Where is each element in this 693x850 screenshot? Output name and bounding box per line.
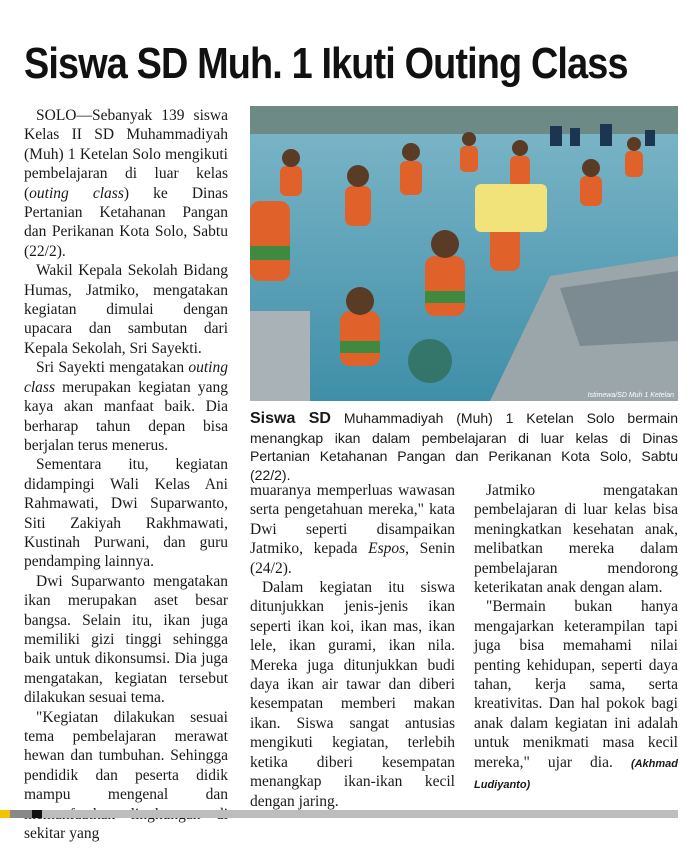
footer-accent-black <box>32 810 42 818</box>
paragraph: Jatmiko mengatakan pembelajaran di luar kelas bisa meningkatkan kesehatan anak, melibatkan mereka dalam pembelajaran mendorong keterikatan anak dengan alam. <box>474 482 678 597</box>
footer-rule <box>42 810 678 818</box>
paragraph: SOLO—Sebanyak 139 siswa Kelas II SD Muhammadiyah (Muh) 1 Ketelan Solo mengikuti pembelajaran di luar kelas (outing class) ke Dinas Pertanian Ketahanan Pangan dan Perikanan Kota Solo, Sabtu (22/2). <box>24 107 228 260</box>
paragraph: Sri Sayekti mengatakan outing class merupakan kegiatan yang kaya akan manfaat baik. Dia berharap tahun depan bisa berjalan terus menerus. <box>24 359 228 454</box>
paragraph: "Bermain bukan hanya mengajarkan keterampilan tapi juga bisa memahami nilai penting kehidupan, seperti daya tahan, kerja sama, serta kreativitas. Dan hal pokok bagi anak dalam kegiatan ini adalah untuk menikmati masa kecil mereka," ujar dia. (Akhmad Ludiyanto) <box>474 598 679 792</box>
paragraph: Wakil Kepala Sekolah Bidang Humas, Jatmiko, mengatakan kegiatan dimulai dengan upacara dan sambutan dari Kepala Sekolah, Sri Sayekti. <box>24 262 228 357</box>
paragraph: muaranya memperluas wawasan serta pengetahuan mereka," kata Dwi seperti disampaikan Jatmiko, kepada Espos, Senin (24/2). <box>250 482 455 577</box>
photo-credit: Istimewa/SD Muh 1 Ketelan <box>587 392 674 399</box>
article-column-2 <box>250 481 455 811</box>
paragraph: Sementara itu, kegiatan didampingi Wali Kelas Ani Rahmawati, Dwi Suparwanto, Siti Zakiyah Rakhmawati, Kustinah Purwani, dan guru pendamping lainnya. <box>24 456 228 571</box>
footer-accent-gray <box>10 810 32 818</box>
article-headline: Siswa SD Muh. 1 Ikuti Outing Class <box>24 39 628 88</box>
footer-accent-yellow <box>0 810 10 818</box>
photo-caption <box>250 409 678 484</box>
article-photo <box>250 106 678 401</box>
caption-text: Muhammadiyah (Muh) 1 Ketelan Solo bermain menangkap ikan dalam pembelajaran di luar kelas di Dinas Pertanian Ketahanan Pangan dan Perikanan Kota Solo, Sabtu (22/2). <box>250 410 679 483</box>
author-byline: (Akhmad Ludiyanto) <box>474 757 679 792</box>
caption-lead: Siswa SD <box>250 410 331 427</box>
article-column-1 <box>24 106 228 843</box>
paragraph: Dwi Suparwanto mengatakan ikan merupakan aset besar bangsa. Selain itu, ikan juga memiliki gizi tinggi sehingga baik untuk dikonsumsi. Dia juga mengatakan, kegiatan tersebut dilakukan sesuai tema. <box>24 572 228 707</box>
paragraph: Dalam kegiatan itu siswa ditunjukkan jenis-jenis ikan seperti ikan koi, ikan mas, ikan lele, ikan gurami, ikan nila. Mereka juga ditunjukkan budi daya ikan air tawar dan diberi kesempatan memberi makan ikan. Siswa sangat antusias mengikuti kegiatan, terlebih ketika diberi kesempatan menangkap ikan-ikan kecil dengan jaring. <box>250 579 455 810</box>
paragraph: "Kegiatan dilakukan sesuai tema pembelajaran merawat hewan dan tumbuhan. Sehingga pendidik dan peserta didik mampu mengenal dan sekitar yang <box>24 708 228 843</box>
page-footer-bar <box>0 810 693 818</box>
previous-article-strip <box>0 0 693 8</box>
children-catching-fish-photo-icon <box>250 106 678 401</box>
article-column-3 <box>474 481 678 796</box>
